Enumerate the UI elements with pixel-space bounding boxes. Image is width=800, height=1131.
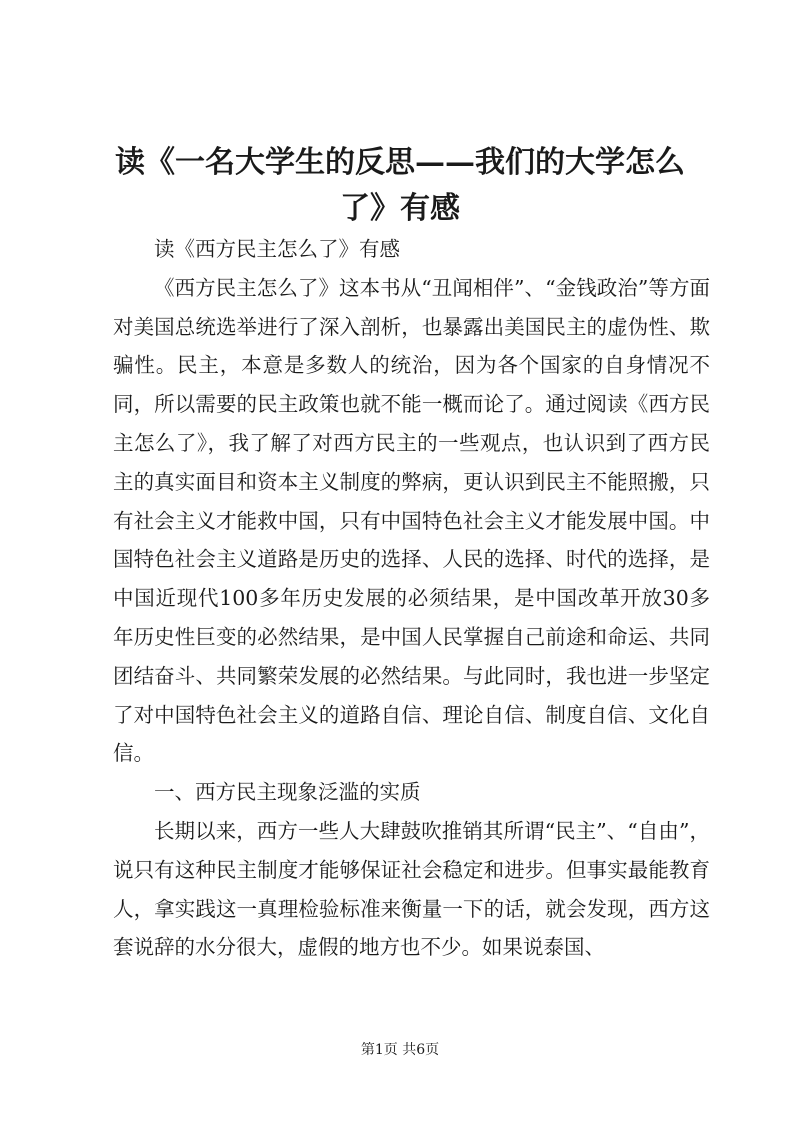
document-title: 读《一名大学生的反思——我们的大学怎么了》有感 bbox=[115, 145, 685, 226]
page-footer: 第1页 共6页 bbox=[360, 1042, 440, 1058]
paragraph-intro: 《西方民主怎么了》这本书从“丑闻相伴”、“金钱政治”等方面对美国总统选举进行了深入剖析，也暴露出美国民主的虚伪性、欺骗性。民主，本意是多数人的统治，因为各个国家的自身情况不同，所以需要的民主政策也就不能一概而论了。通过阅读《西方民主怎么了》，我了解了对西方民主的一些观点，也认识到了西方民主的真实面目和资本主义制度的弊病，更认识到民主不能照搬，只有社会主义才能救中国，只有中国特色社会主义才能发展中国。中国特色社会主义道路是历史的选择、人民的选择、时代的选择，是中国近现代100多年历史发展的必须结果，是中国改革开放30多年历史性巨变的必然结果，是中国人民掌握自己前途和命运、共同团结奋斗、共同繁荣发展的必然结果。与此同时，我也进一步坚定了对中国特色社会主义的道路自信、理论自信、制度自信、文化自信。 bbox=[113, 275, 710, 766]
section-heading: 一、西方民主现象泛滥的实质 bbox=[154, 780, 421, 805]
paragraph-section-1: 长期以来，西方一些人大肆鼓吹推销其所谓“民主”、“自由”，说只有这种民主制度才能够保证社会稳定和进步。但事实最能教育人，拿实践这一真理检验标准来衡量一下的话，就会发现，西方这套说辞的水分很大，虚假的地方也不少。如果说泰国、 bbox=[113, 818, 710, 960]
paragraph-subtitle: 读《西方民主怎么了》有感 bbox=[154, 237, 400, 261]
document-body bbox=[113, 230, 710, 967]
